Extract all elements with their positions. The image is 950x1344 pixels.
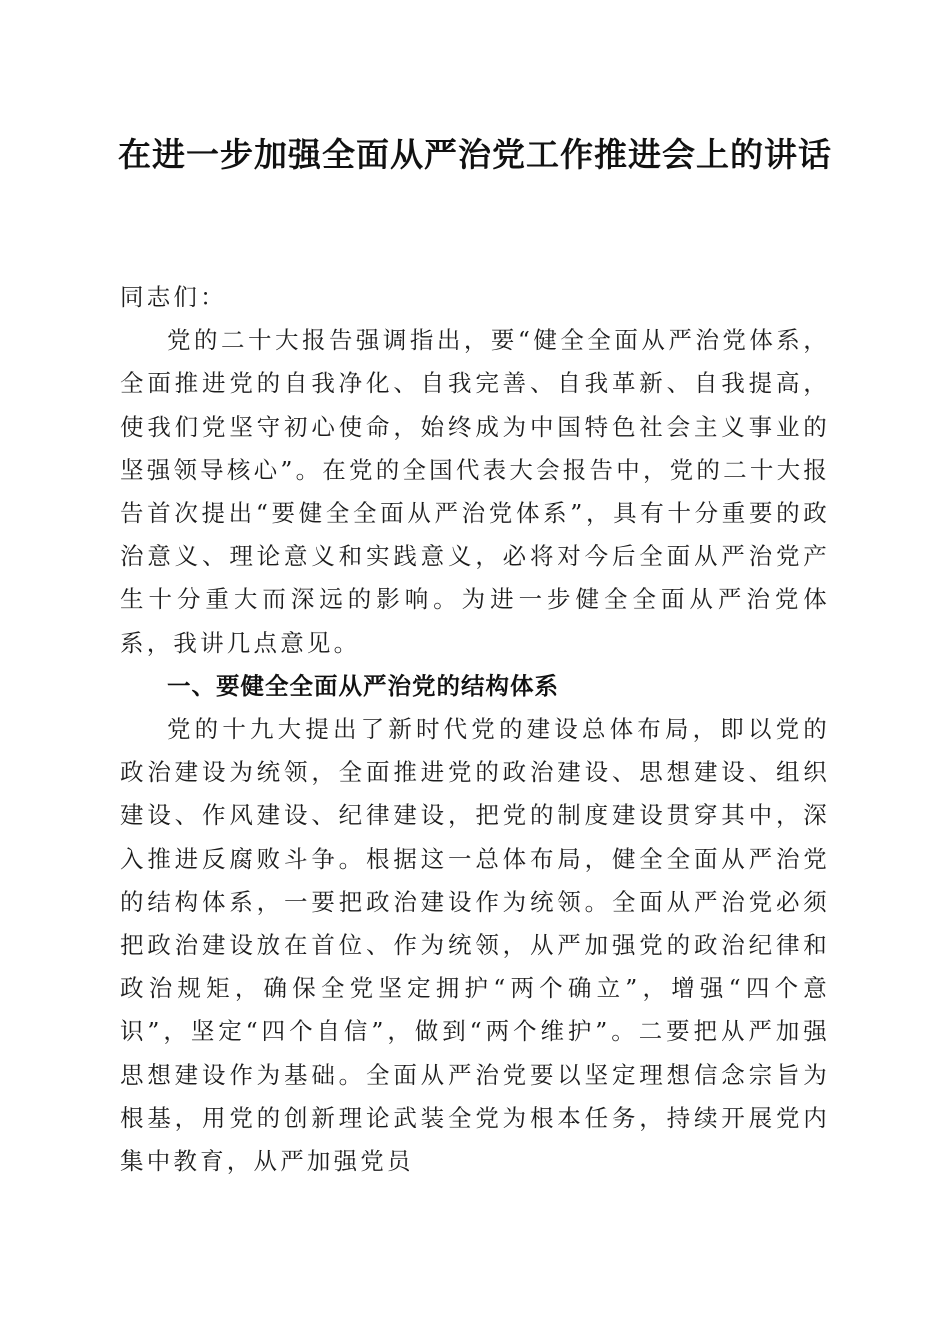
section-heading: 一、要健全全面从严治党的结构体系 (167, 671, 559, 700)
section-paragraph: 党的十九大提出了新时代党的建设总体布局，即以党的政治建设为统领，全面推进党的政治建设、思想建设、组织建设、作风建设、纪律建设，把党的制度建设贯穿其中，深入推进反腐败斗争。根据这一总体布局，健全全面从严治党的结构体系，一要把政治建设作为统领。全面从严治党必须把政治建设放在首位、作为统领，从严加强党的政治纪律和政治规矩，确保全党坚定拥护“两个确立”，增强“四个意识”，坚定“四个自信”，做到“两个维护”。二要把从严加强思想建设作为基础。全面从严治党要以坚定理想信念宗旨为根基，用党的创新理论武装全党为根本任务，持续开展党内集中教育，从严加强党员 (120, 715, 830, 1176)
intro-paragraph: 党的二十大报告强调指出，要“健全全面从严治党体系，全面推进党的自我净化、自我完善、自我革新、自我提高，使我们党坚守初心使命，始终成为中国特色社会主义事业的坚强领导核心”。在党的全国代表大会报告中，党的二十大报告首次提出“要健全全面从严治党体系”，具有十分重要的政治意义、理论意义和实践意义，必将对今后全面从严治党产生十分重大而深远的影响。为进一步健全全面从严治党体系，我讲几点意见。 (120, 326, 830, 657)
salutation: 同志们： (120, 283, 227, 311)
document-body (120, 276, 830, 1183)
document-title: 在进一步加强全面从严治党工作推进会上的讲话 (118, 135, 832, 174)
